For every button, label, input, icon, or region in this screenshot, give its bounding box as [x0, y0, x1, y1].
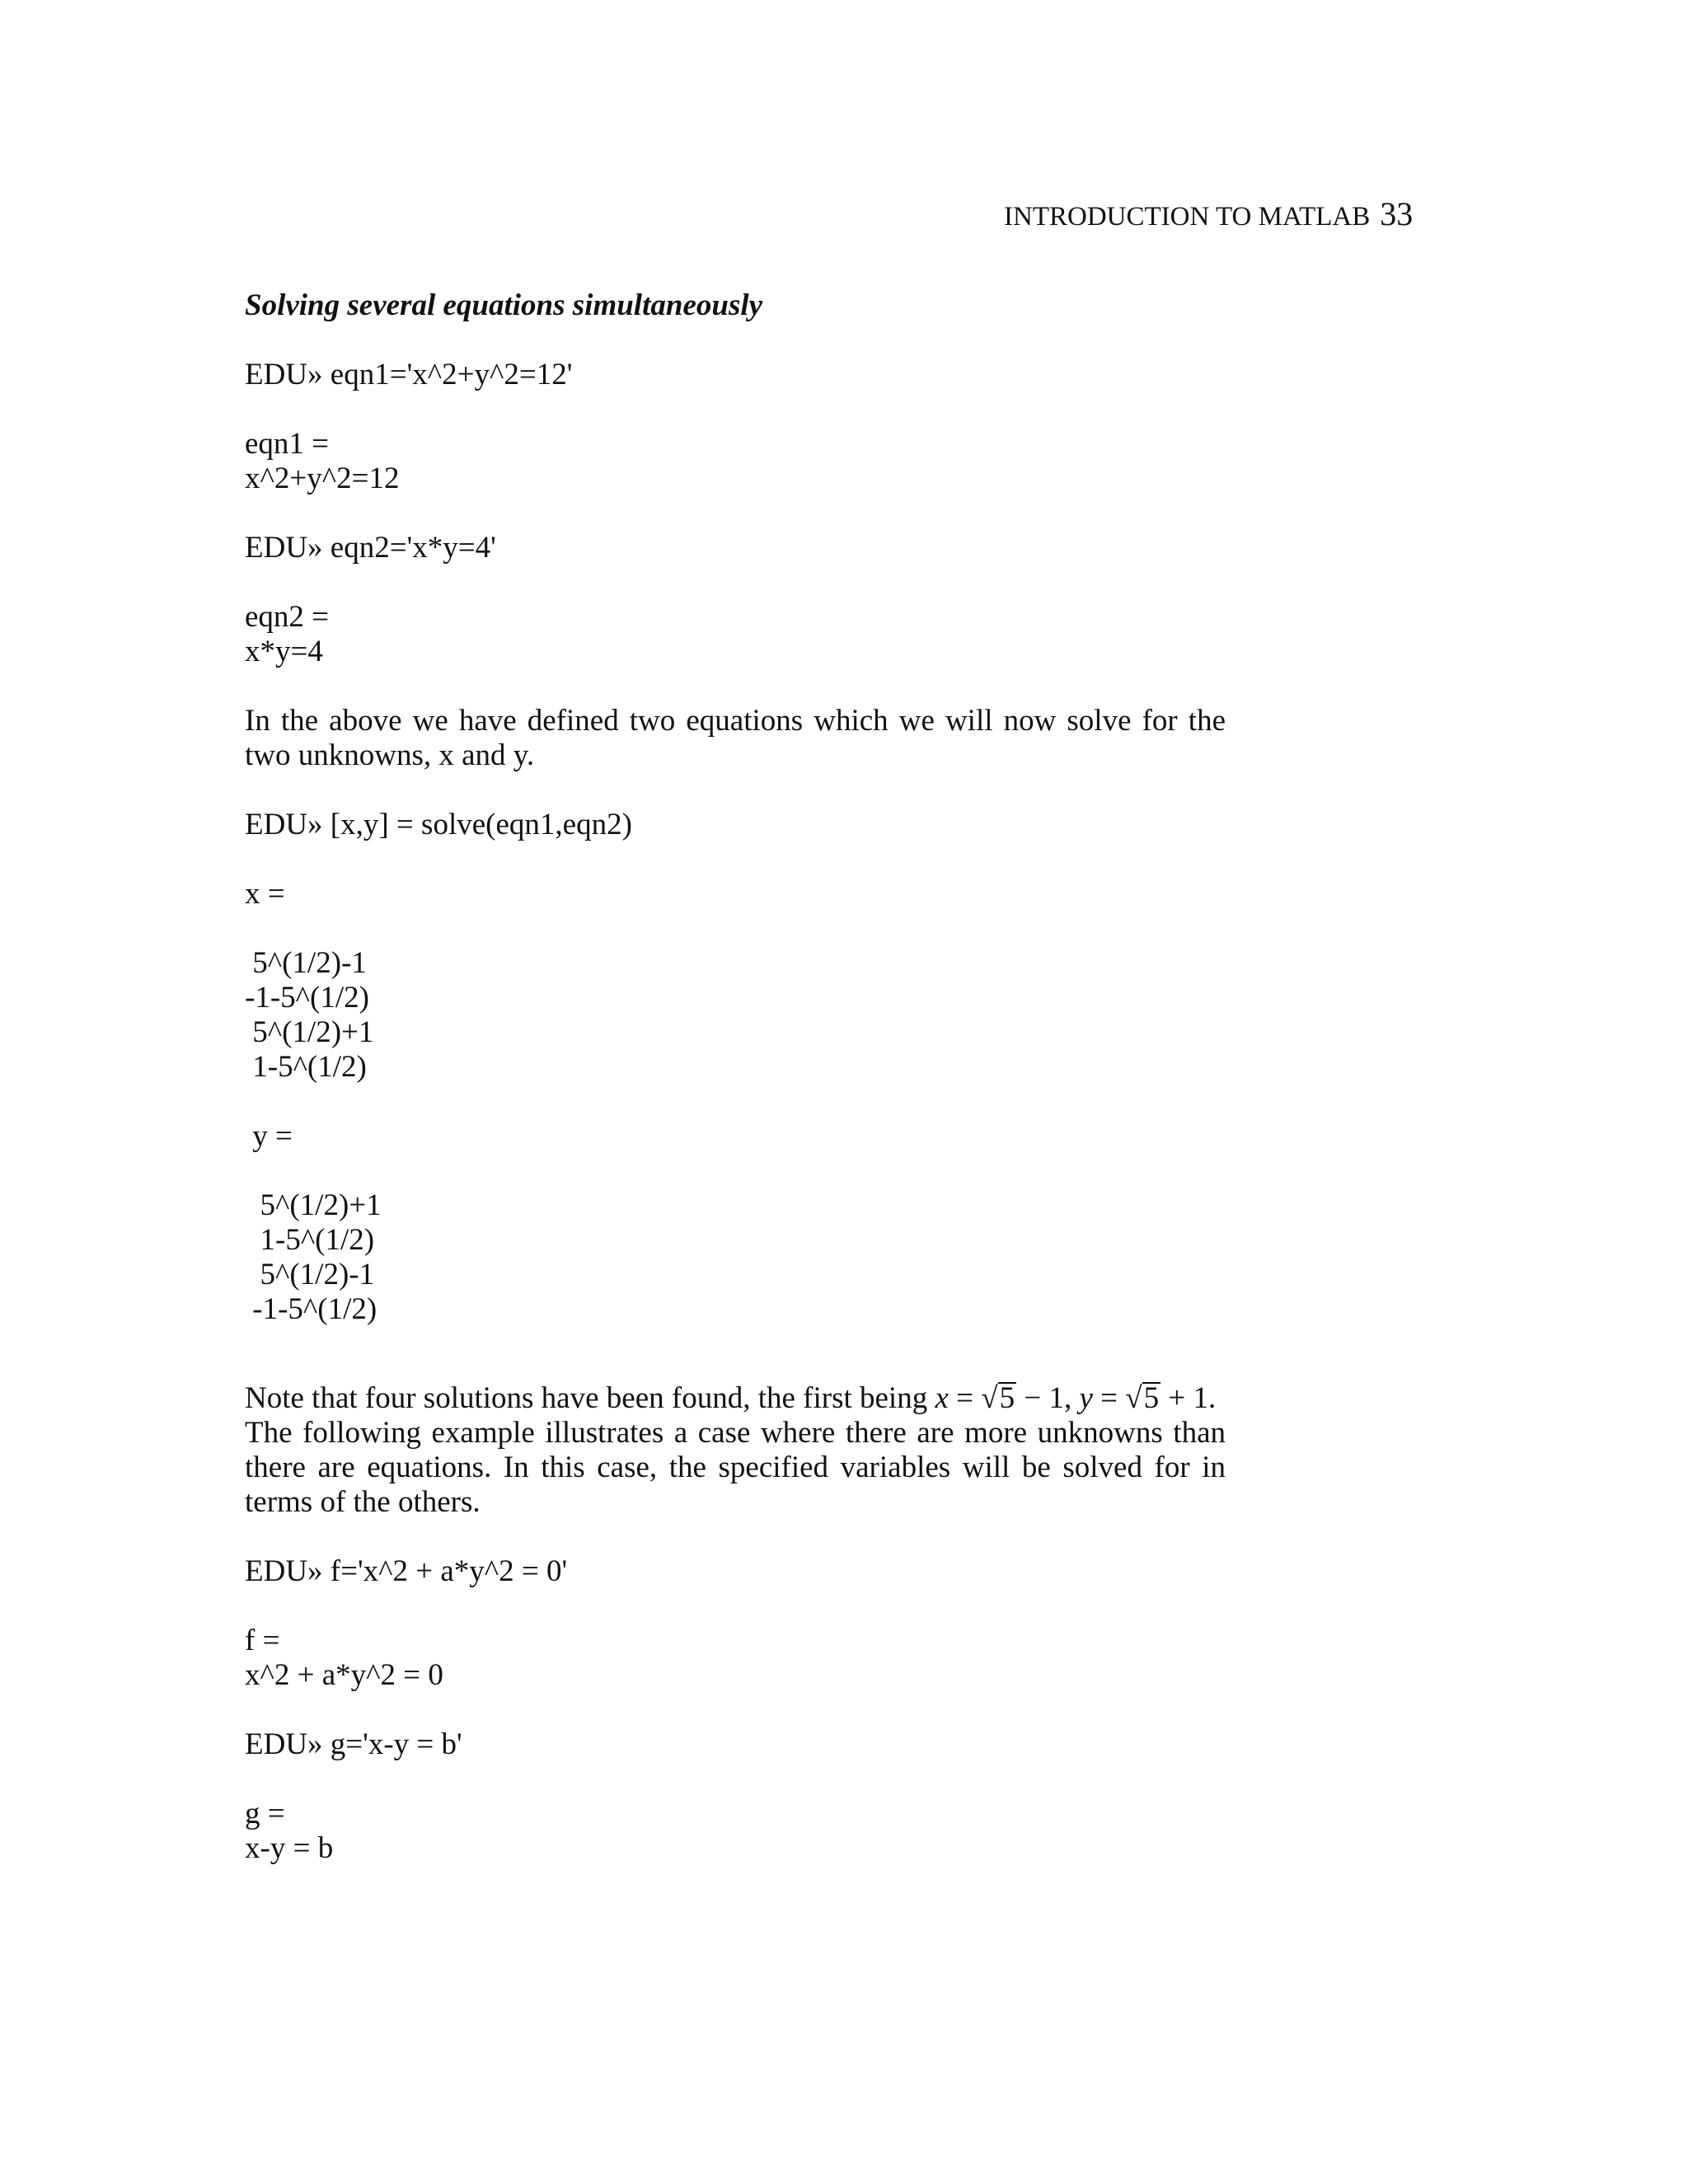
y-solution-4: -1-5^(1/2)	[245, 1292, 377, 1326]
paragraph-more-unknowns: The following example illustrates a case where there are more unknowns than there are equations. In this case, the specified variables will be solved for in terms of the others.	[245, 1416, 1226, 1519]
math-eq-1: =	[948, 1381, 982, 1415]
x-solution-2: -1-5^(1/2)	[245, 981, 369, 1015]
y-solution-1: 5^(1/2)+1	[245, 1188, 382, 1222]
running-header	[1004, 194, 1416, 233]
command-line-g: EDU» g='x-y = b'	[245, 1727, 462, 1761]
sqrt-symbol: √	[1125, 1381, 1142, 1415]
output-value-g: x-y = b	[245, 1831, 334, 1865]
note-paragraph	[245, 1381, 1226, 1520]
output-value-eqn2: x*y=4	[245, 635, 323, 668]
section-title: Solving several equations simultaneously	[245, 288, 763, 322]
math-x-var: x	[935, 1381, 949, 1415]
x-solution-4: 1-5^(1/2)	[245, 1050, 367, 1084]
radicand-y: 5	[1143, 1381, 1160, 1415]
math-y-var: y	[1079, 1381, 1093, 1415]
sqrt-symbol: √	[981, 1381, 998, 1415]
output-label-g: g =	[245, 1797, 285, 1830]
command-line-eqn2: EDU» eqn2='x*y=4'	[245, 531, 496, 565]
radicand-x: 5	[999, 1381, 1015, 1415]
x-solution-1: 5^(1/2)-1	[245, 946, 367, 980]
y-solution-2: 1-5^(1/2)	[245, 1223, 375, 1257]
command-line-solve: EDU» [x,y] = solve(eqn1,eqn2)	[245, 808, 632, 841]
math-eq-2: =	[1092, 1381, 1126, 1415]
output-label-x: x =	[245, 877, 285, 911]
note-first-line	[245, 1381, 1226, 1416]
running-title: INTRODUCTION TO MATLAB	[1004, 202, 1371, 232]
y-solution-3: 5^(1/2)-1	[245, 1258, 375, 1291]
math-x-tail: − 1,	[1016, 1381, 1080, 1415]
command-line-f: EDU» f='x^2 + a*y^2 = 0'	[245, 1554, 568, 1588]
output-label-y: y =	[245, 1119, 293, 1153]
page-number: 33	[1380, 195, 1414, 232]
output-label-eqn1: eqn1 =	[245, 427, 330, 461]
paragraph-defined-equations: In the above we have defined two equations which we will now solve for the two unknowns, x and y.	[245, 704, 1226, 772]
output-value-eqn1: x^2+y^2=12	[245, 462, 400, 495]
output-label-eqn2: eqn2 =	[245, 600, 330, 634]
x-solution-3: 5^(1/2)+1	[245, 1015, 374, 1049]
page-body	[245, 288, 1226, 1866]
output-label-f: f =	[245, 1624, 280, 1657]
output-value-f: x^2 + a*y^2 = 0	[245, 1658, 443, 1692]
math-y-tail: + 1.	[1160, 1381, 1217, 1415]
command-line-eqn1: EDU» eqn1='x^2+y^2=12'	[245, 358, 573, 391]
note-text: Note that four solutions have been found, the first being	[245, 1381, 935, 1415]
